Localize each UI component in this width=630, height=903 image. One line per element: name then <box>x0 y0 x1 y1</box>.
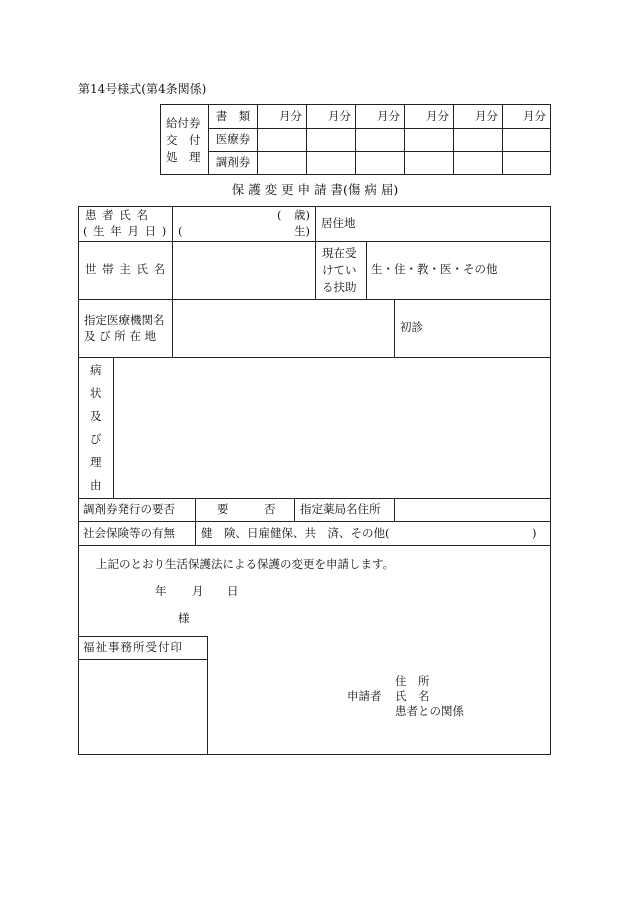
insurance-options: 健 険、日雇健保、共 済、その他( <box>201 526 390 540</box>
household-head-label: 世 帯 主 氏 名 <box>85 262 167 276</box>
insurance-label: 社会保険等の有無 <box>83 526 175 540</box>
month-label: 月分 <box>426 109 449 123</box>
applicant-label: 申請者 <box>347 689 382 703</box>
current-aid-label-2: けてい <box>322 263 357 277</box>
welfare-stamp-label: 福祉事務所受付印 <box>83 640 183 654</box>
dob-label: ( 生 年 月 日 ) <box>83 224 168 238</box>
dispensing-voucher-label: 調剤券 <box>215 155 251 169</box>
documents-header: 書 類 <box>215 109 251 123</box>
voucher-row-header-3: 処 理 <box>166 150 201 164</box>
insurance-close: ) <box>532 526 537 540</box>
month-label: 月分 <box>377 109 400 123</box>
declaration-text: 上記のとおり生活保護法による保護の変更を申請します。 <box>96 557 395 571</box>
month-label: 月分 <box>328 109 351 123</box>
applicant-address-label: 住 所 <box>395 674 430 688</box>
first-visit-label: 初診 <box>400 320 423 334</box>
current-aid-label-1: 現在受 <box>322 246 357 260</box>
voucher-row-header-2: 交 付 <box>166 133 201 147</box>
age-close: 歳) <box>294 208 310 222</box>
symptoms-label-char: 及 <box>90 409 102 423</box>
patient-name-label: 患 者 氏 名 <box>85 208 149 222</box>
residence-label: 居住地 <box>321 216 356 230</box>
applicant-relation-label: 患者との関係 <box>395 704 464 718</box>
date-day: 日 <box>227 584 239 598</box>
current-aid-options: 生・住・教・医・その他 <box>371 262 498 276</box>
symptoms-label-char: 状 <box>90 386 102 400</box>
month-label: 月分 <box>523 109 546 123</box>
symptoms-label-char: 病 <box>90 363 102 377</box>
institution-label-2: 及 び 所 在 地 <box>84 329 157 343</box>
form-number: 第14号様式(第4条関係) <box>78 82 207 96</box>
addressee-suffix: 様 <box>178 611 190 625</box>
symptoms-label-char: び <box>90 432 102 446</box>
not-need-label: 否 <box>264 502 276 516</box>
date-year: 年 <box>155 584 167 598</box>
institution-label-1: 指定医療機関名 <box>84 313 165 327</box>
current-aid-label-3: る扶助 <box>322 280 357 294</box>
symptoms-label-char: 理 <box>90 455 102 469</box>
dob-open: ( <box>178 224 183 238</box>
age-open: ( <box>277 208 282 222</box>
voucher-row-header-1: 給付券 <box>166 116 201 130</box>
medical-voucher-label: 医療券 <box>215 132 251 146</box>
month-label: 月分 <box>475 109 498 123</box>
date-month: 月 <box>192 584 204 598</box>
dispensing-label: 調剤券発行の要否 <box>83 502 175 516</box>
need-label: 要 <box>217 502 229 516</box>
dob-close: 生) <box>294 224 310 238</box>
symptoms-label-char: 由 <box>90 478 102 492</box>
document-title: 保 護 変 更 申 請 書(傷 病 届) <box>231 182 399 197</box>
pharmacy-label: 指定薬局名住所 <box>300 502 381 516</box>
month-label: 月分 <box>279 109 302 123</box>
applicant-name-label: 氏 名 <box>395 689 430 703</box>
